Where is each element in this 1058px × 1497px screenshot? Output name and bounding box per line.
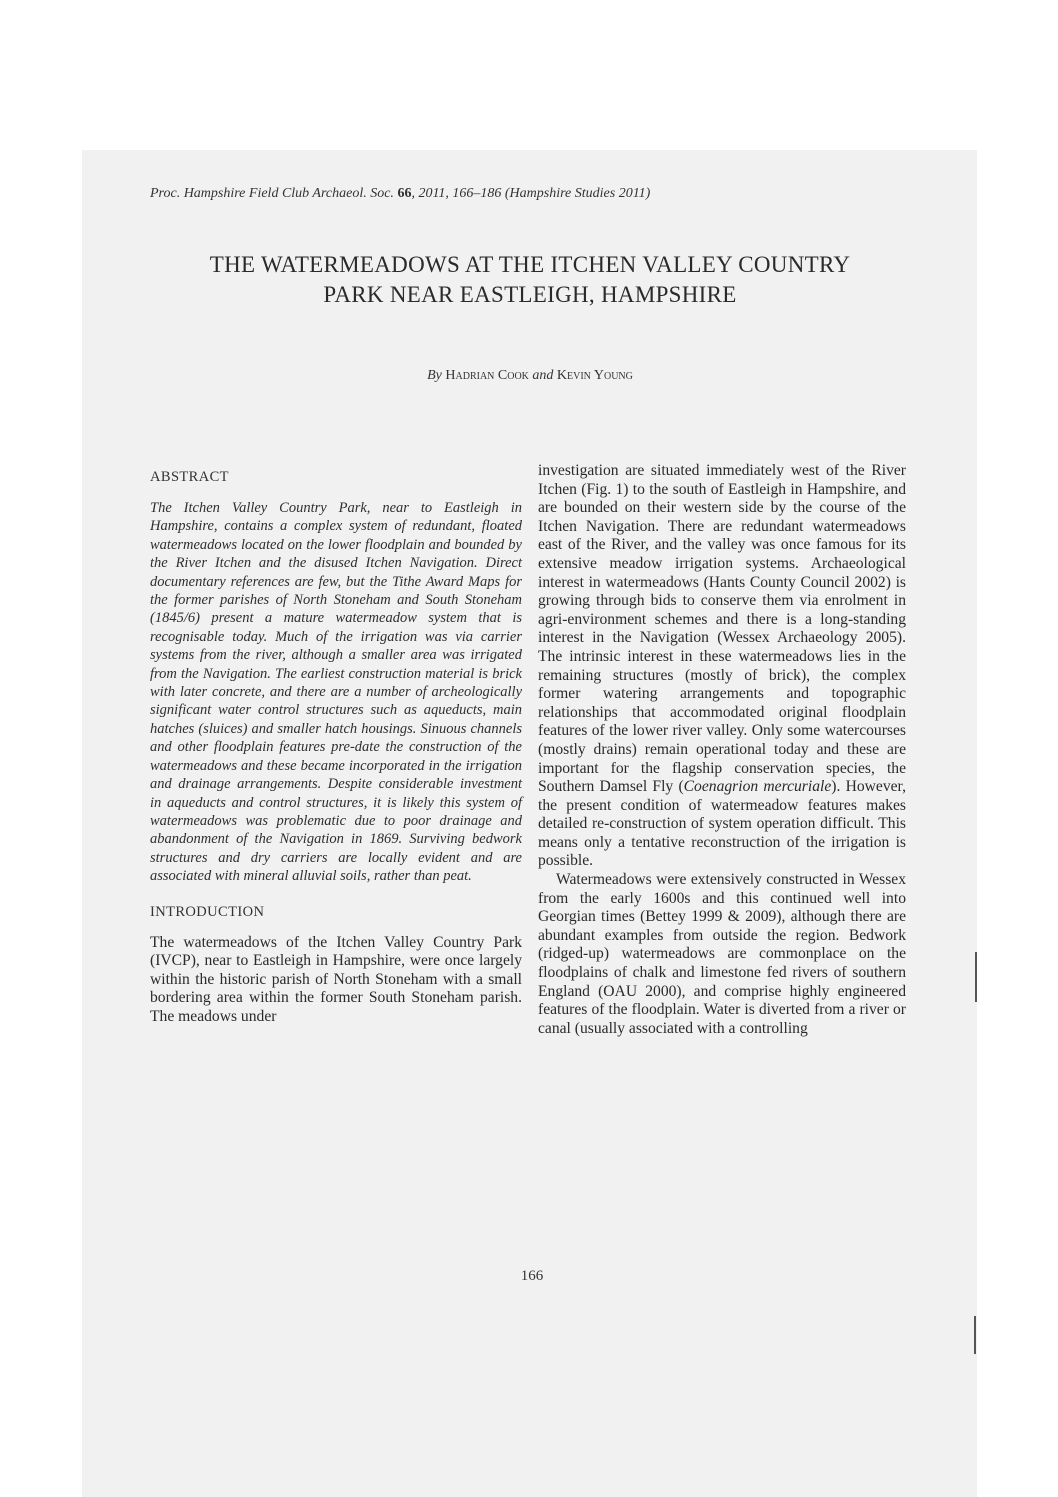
body-paragraph-2: Watermeadows were extensively constructed in Wessex from the early 1600s and this continued well into Georgian times (Bettey 1999 & 2009), although there are abundant examples from outside the region. Bedwork (ridged-up) watermeadows are commonplace on the floodplains of chalk and limestone fed rivers of southern England (OAU 2000), and comprise highly engineered features of the floodplain. Water is diverted from a river or canal (usually associated with a controlling: [538, 871, 906, 1037]
body-paragraph-1-end: ). However, the present condition of watermeadow features makes detailed re-construction of system operation difficult. This means only a tentative reconstruction of the irrigation is possible.: [538, 778, 907, 870]
species-name: Coenagrion mercuriale: [683, 778, 832, 796]
introduction-text: The watermeadows of the Itchen Valley Country Park (IVCP), near to Eastleigh in Hampshire, were once largely within the historic parish of North Stoneham with a small bordering area within the former South Stoneham parish. The meadows under: [150, 933, 522, 1025]
byline-and: and: [532, 368, 554, 383]
byline-by: By: [427, 368, 442, 383]
right-column: [538, 462, 906, 1038]
author-1: Hadrian Cook: [445, 368, 529, 383]
title-line-1: THE WATERMEADOWS AT THE ITCHEN VALLEY COUNTRY: [209, 252, 851, 277]
article-title: [110, 250, 950, 310]
title-line-2: PARK NEAR EASTLEIGH, HAMPSHIRE: [323, 282, 737, 307]
journal-reference: [150, 186, 870, 202]
body-paragraph-1-text: investigation are situated immediately west of the River Itchen (Fig. 1) to the south of Eastleigh in Hampshire, and are bounded on their western side by the course of the Itchen Navigation. There are redundant watermeadows east of the River, and the valley was once famous for its extensive meadow irrigation systems. Archaeological interest in watermeadows (Hants County Council 2002) is growing through bids to conserve them via enrolment in agri-environment schemes and there is a long-standing interest in the Navigation (Wessex Archaeology 2005). The intrinsic interest in these watermeadows lies in the remaining structures (mostly of brick), the complex former watering arrangements and topographic relationships that accommodated original floodplain features of the lower river valley. Only some watercourses (mostly drains) remain operational today and these are important for the flagship conservation species, the Southern Damsel Fly (: [538, 462, 906, 796]
abstract-text: The Itchen Valley Country Park, near to Eastleigh in Hampshire, contains a complex system of redundant, floated watermeadows located on the lower floodplain and bounded by the River Itchen and the disused Itchen Navigation. Direct documentary references are few, but the Tithe Award Maps for the former parishes of North Stoneham and South Stoneham (1845/6) present a mature watermeadow system that is recognisable today. Much of the irrigation was via carrier systems from the river, although a smaller area was irrigated from the Navigation. The earliest construction material is brick with later concrete, and there are a number of archeologically significant water control structures such as aqueducts, main hatches (sluices) and smaller hatch housings. Sinuous channels and other floodplain features pre-date the construction of the watermeadows and these became incorporated in the irrigation and drainage arrangements. Despite considerable investment in aqueducts and control structures, it is likely this system of watermeadows was problematic due to poor drainage and abandonment of the Navigation in 1869. Surviving bedwork structures and dry carriers are locally evident and are associated with mineral alluvial soils, rather than peat.: [150, 500, 522, 885]
journal-name: Proc. Hampshire Field Club Archaeol. Soc.: [150, 186, 394, 201]
page-number: 166: [520, 1268, 544, 1284]
body-paragraph-1: [538, 462, 906, 871]
margin-mark-lower: [974, 1316, 976, 1354]
left-column: [150, 462, 522, 1027]
abstract-heading: ABSTRACT: [150, 469, 229, 485]
journal-year-pages: , 2011, 166–186 (Hampshire Studies 2011): [411, 186, 651, 201]
introduction-heading: INTRODUCTION: [150, 903, 265, 920]
byline: [110, 368, 950, 384]
journal-volume: 66: [397, 186, 412, 201]
margin-mark-upper: [975, 952, 977, 1002]
author-2: Kevin Young: [556, 368, 633, 383]
